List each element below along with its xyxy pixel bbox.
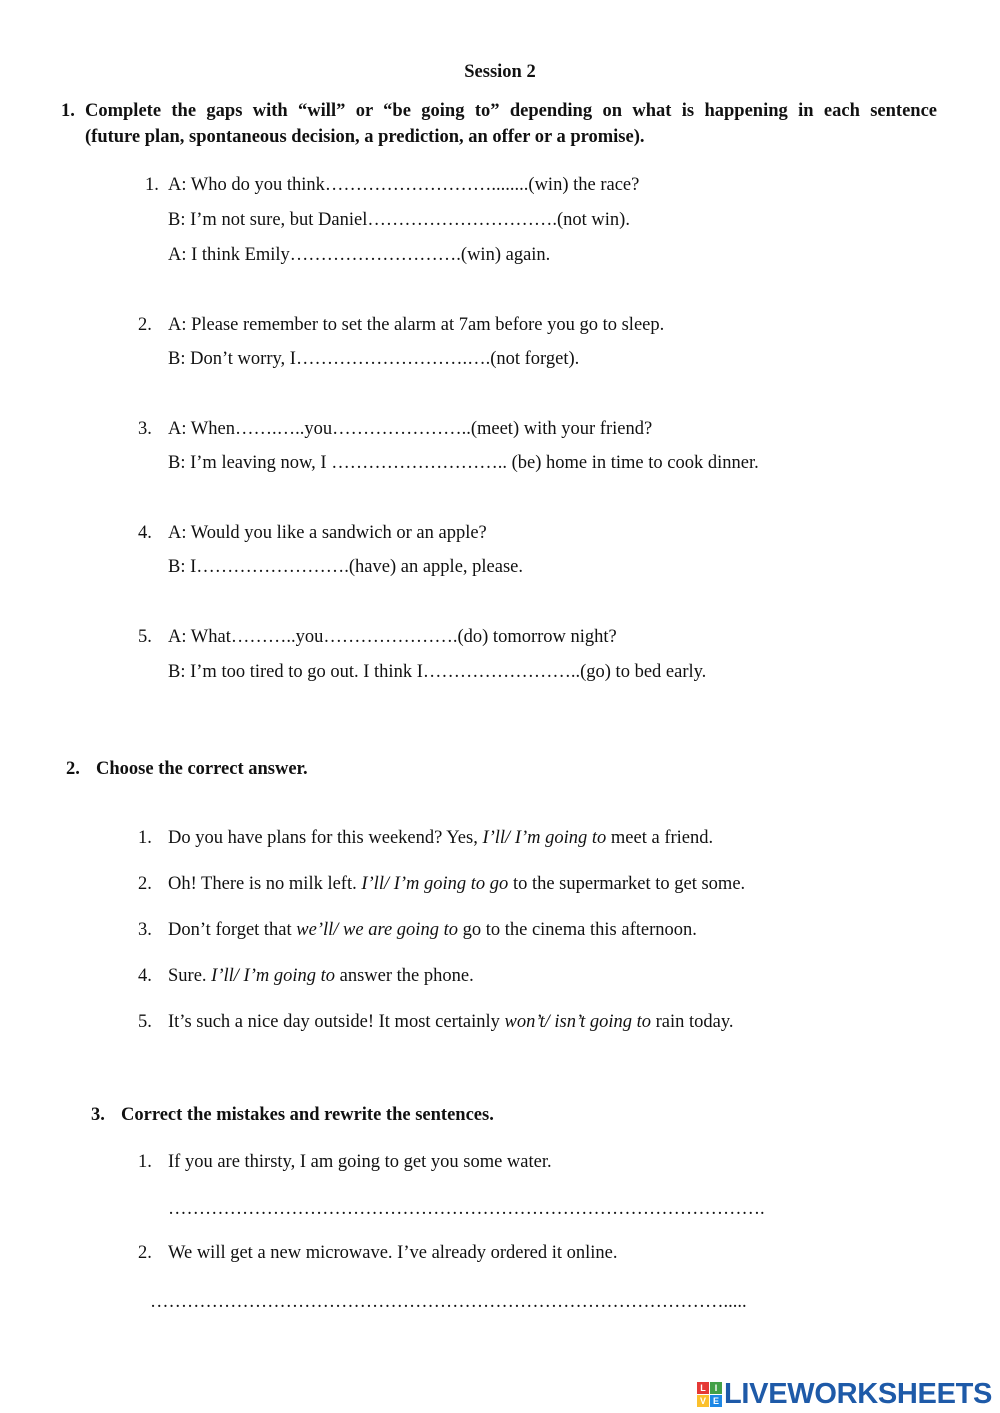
dialogue-line: A: Would you like a sandwich or an apple? (168, 523, 487, 543)
exercise-heading: Choose the correct answer. (96, 759, 308, 779)
item-number: 1. (145, 175, 159, 195)
logo-letter: E (710, 1395, 722, 1407)
exercise-number: 3. (91, 1105, 105, 1125)
sentence-with-mistake: We will get a new microwave. I’ve already ordered it online. (168, 1243, 618, 1263)
dialogue-line: A: Please remember to set the alarm at 7am before you go to sleep. (168, 315, 665, 335)
exercise-number: 2. (66, 759, 80, 779)
item-number: 4. (138, 523, 152, 543)
item-number: 4. (138, 966, 152, 986)
item-number: 3. (138, 920, 152, 940)
dialogue-line: A: What………..you………………….(do) tomorrow night? (168, 627, 617, 647)
logo-letter: I (710, 1382, 722, 1394)
exercise-heading: Correct the mistakes and rewrite the sentences. (121, 1105, 494, 1125)
choice-sentence (168, 827, 713, 849)
logo-letter: V (697, 1395, 709, 1407)
exercise-instruction-line-1: Complete the gaps with “will” or “be going to” depending on what is happening in each sentence (85, 101, 937, 121)
sentence-with-mistake: If you are thirsty, I am going to get you some water. (168, 1152, 552, 1172)
item-number: 2. (138, 1243, 152, 1263)
dialogue-line: B: I…………………….(have) an apple, please. (168, 557, 524, 577)
logo-letter: L (697, 1382, 709, 1394)
sentence-start: Oh! There is no milk left. (168, 874, 362, 894)
dialogue-line: A: Who do you think………………………........(win) the race? (168, 175, 640, 195)
dialogue-line: A: When…….…..you…………………..(meet) with your friend? (168, 419, 653, 439)
sentence-end: answer the phone. (335, 966, 474, 986)
choice-sentence (168, 1011, 734, 1033)
sentence-end: rain today. (651, 1012, 734, 1032)
item-number: 2. (138, 874, 152, 894)
sentence-end: go to the cinema this afternoon. (457, 920, 697, 940)
sentence-start: Do you have plans for this weekend? Yes, (168, 828, 483, 848)
answer-blank[interactable]: …………………………………………………………………………………..... (150, 1292, 747, 1312)
choice-options[interactable]: I’ll/ I’m going to (211, 966, 335, 986)
dialogue-line: A: I think Emily……………………….(win) again. (168, 245, 551, 265)
sentence-end: to the supermarket to get some. (508, 874, 746, 894)
sentence-start: Don’t forget that (168, 920, 297, 940)
liveworksheets-logo (697, 1376, 992, 1412)
item-number: 2. (138, 315, 152, 335)
item-number: 1. (138, 828, 152, 848)
dialogue-line: B: I’m too tired to go out. I think I……………………..(go) to bed early. (168, 662, 707, 682)
answer-blank[interactable]: ……………………………………………………………………………………. (168, 1199, 765, 1219)
sentence-end: meet a friend. (606, 828, 714, 848)
choice-options[interactable]: won’t/ isn’t going to (504, 1012, 651, 1032)
item-number: 3. (138, 419, 152, 439)
item-number: 1. (138, 1152, 152, 1172)
choice-sentence (168, 965, 474, 987)
choice-options[interactable]: I’ll/ I’m going to (482, 828, 607, 848)
item-number: 5. (138, 1012, 152, 1032)
choice-sentence (168, 919, 697, 941)
choice-options[interactable]: I’ll/ I’m going to go (361, 874, 509, 894)
exercise-number: 1. (61, 101, 75, 121)
page-title: Session 2 (464, 62, 536, 82)
item-number: 5. (138, 627, 152, 647)
sentence-start: Sure. (168, 966, 212, 986)
dialogue-line: B: Don’t worry, I……………………….….(not forget). (168, 349, 580, 369)
logo-wordmark: LIVEWORKSHEETS (724, 1377, 993, 1410)
dialogue-line: B: I’m leaving now, I ……………………….. (be) home in time to cook dinner. (168, 453, 759, 473)
dialogue-line: B: I’m not sure, but Daniel………………………….(not win). (168, 210, 630, 230)
choice-sentence (168, 873, 745, 895)
sentence-start: It’s such a nice day outside! It most certainly (168, 1012, 505, 1032)
logo-mark-icon (697, 1382, 722, 1407)
choice-options[interactable]: we’ll/ we are going to (296, 920, 458, 940)
exercise-instruction-line-2: (future plan, spontaneous decision, a prediction, an offer or a promise). (85, 127, 645, 147)
